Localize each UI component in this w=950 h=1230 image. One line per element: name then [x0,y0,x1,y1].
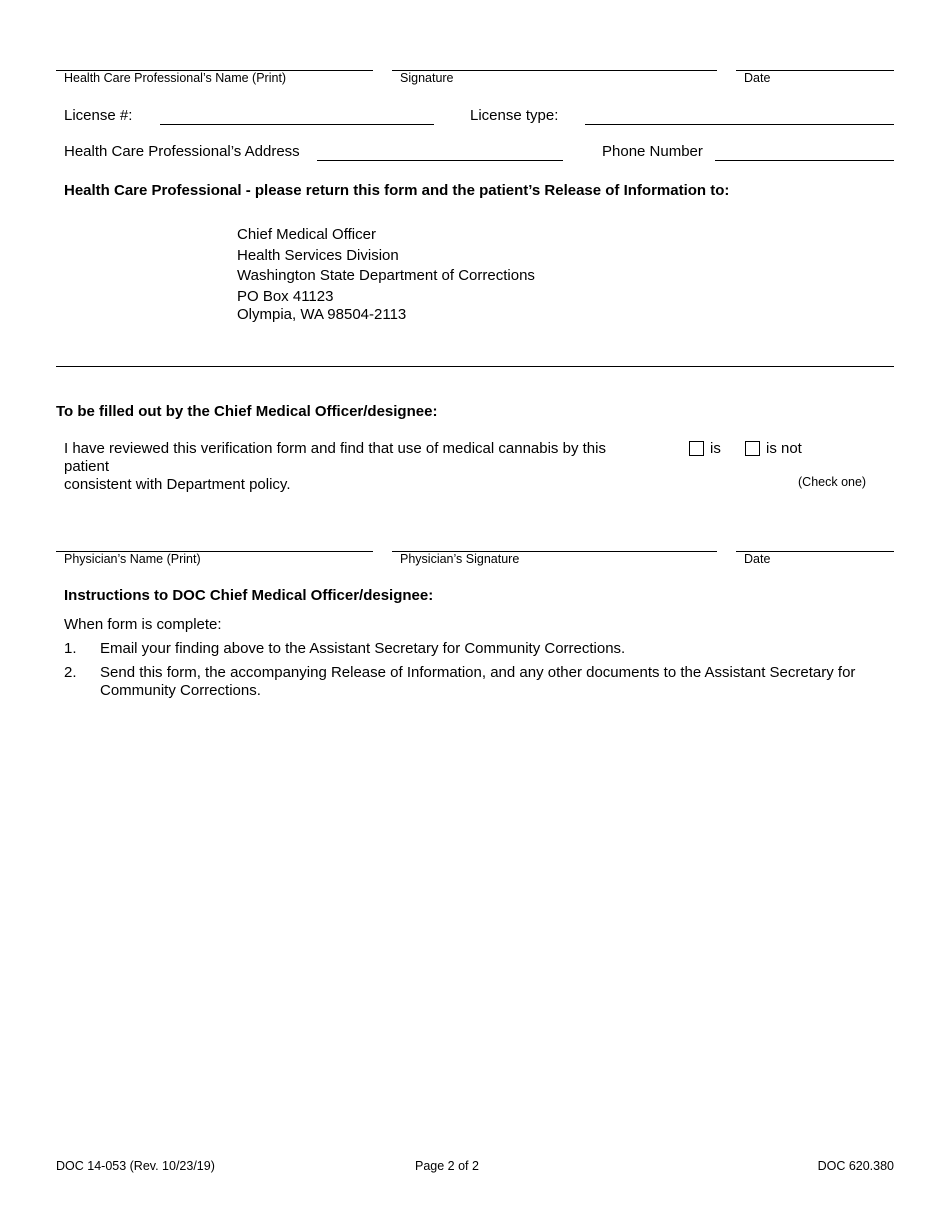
section-divider [56,366,894,367]
address-line: PO Box 41123 [237,287,334,305]
hcp-address-field[interactable] [317,160,563,161]
physician-signature-label: Physician’s Signature [400,552,520,566]
review-statement-line-3: consistent with Department policy. [64,476,291,493]
is-checkbox[interactable] [689,441,704,456]
phone-number-field[interactable] [715,160,894,161]
is-not-option-label: is not [766,440,802,457]
cmo-section-heading: To be filled out by the Chief Medical Officer/designee: [56,403,438,420]
return-instruction: Health Care Professional - please return this form and the patient’s Release of Information to: [64,182,730,199]
hcp-signature-label: Signature [400,71,454,85]
address-line: Health Services Division [237,246,399,264]
instructions-heading: Instructions to DOC Chief Medical Officer/designee: [64,587,434,604]
check-one-note: (Check one) [798,475,867,489]
physician-date-label: Date [744,552,771,566]
step-number: 1. [64,640,77,657]
mailing-address [237,225,535,326]
hcp-name-label: Health Care Professional’s Name (Print) [64,71,287,85]
review-statement-line-2: patient [64,458,110,475]
is-option-label: is [710,440,721,457]
hcp-address-label: Health Care Professional’s Address [64,143,300,160]
license-number-label: License #: [64,107,133,124]
policy-number: DOC 620.380 [817,1159,894,1173]
step-text: Send this form, the accompanying Release of Information, and any other documents to the Assistant Secretary for Community Corrections. [100,664,856,699]
form-id: DOC 14-053 (Rev. 10/23/19) [56,1159,215,1173]
hcp-date-label: Date [744,71,771,85]
instructions-intro: When form is complete: [64,616,222,633]
review-statement-line-1: I have reviewed this verification form and find that use of medical cannabis by this [64,440,606,457]
address-line: Washington State Department of Corrections [237,267,535,284]
page-number: Page 2 of 2 [415,1159,479,1173]
phone-number-label: Phone Number [602,143,703,160]
step-number: 2. [64,664,77,681]
license-type-label: License type: [470,107,559,124]
address-line: Chief Medical Officer [237,226,376,243]
address-line: Olympia, WA 98504-2113 [237,306,407,323]
physician-name-label: Physician’s Name (Print) [64,552,201,566]
license-type-field[interactable] [585,124,894,125]
license-number-field[interactable] [160,124,434,125]
is-not-checkbox[interactable] [745,441,760,456]
step-text: Email your finding above to the Assistant Secretary for Community Corrections. [100,640,626,657]
